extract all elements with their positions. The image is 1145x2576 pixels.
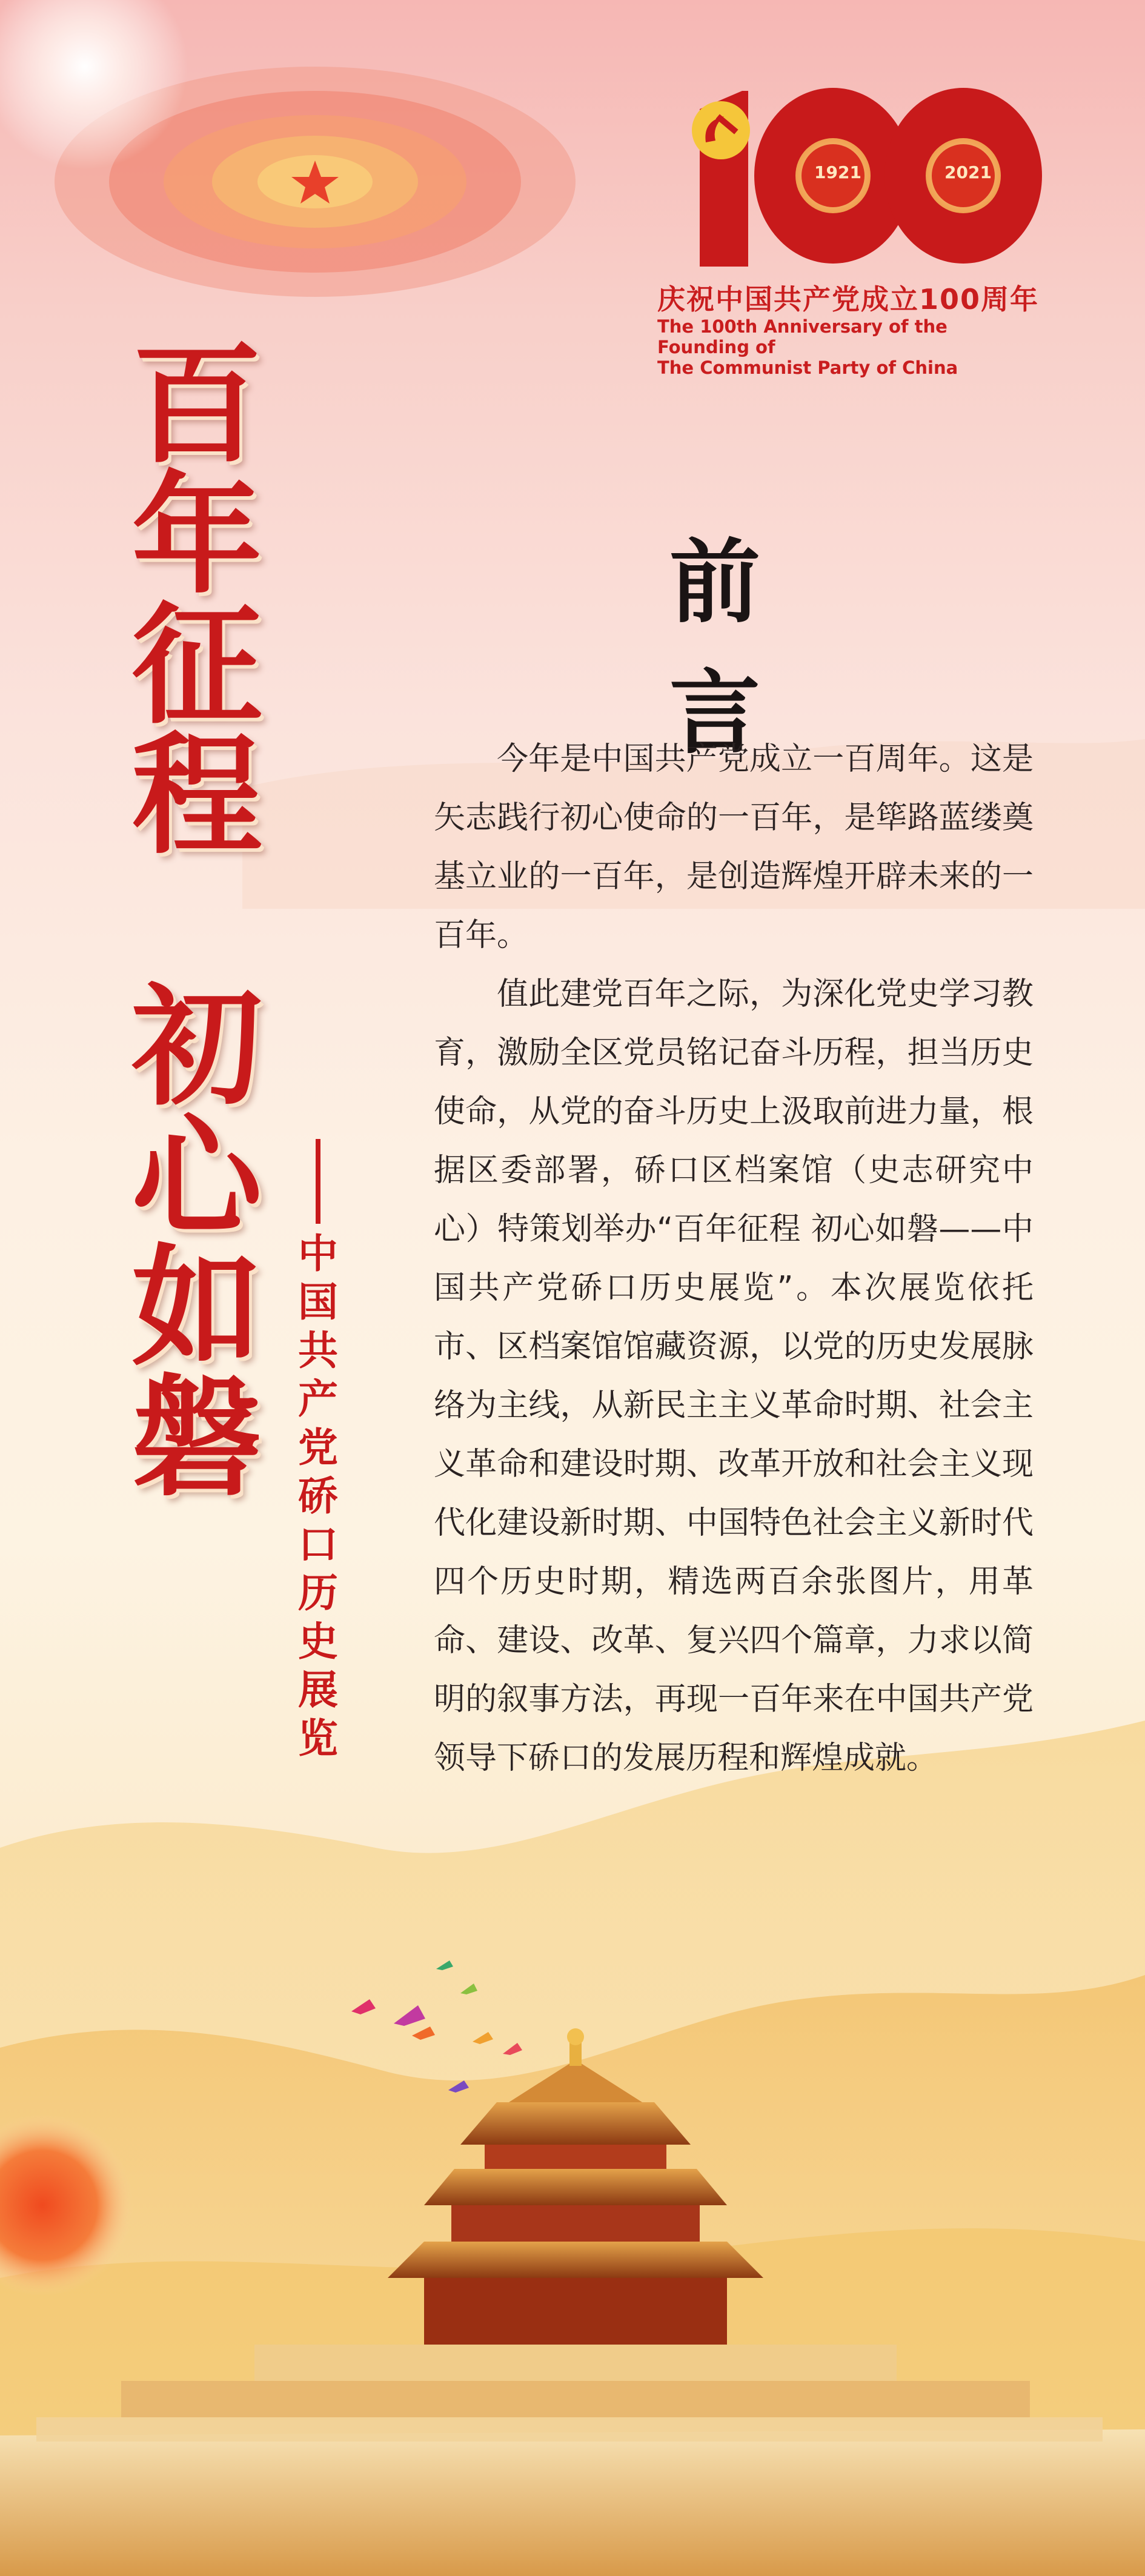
subtitle-char: 中 [298,1230,338,1277]
anniversary-year-start: 1921 [814,162,861,182]
main-title [106,328,288,1514]
preface-paragraph: 值此建党百年之际，为深化党史学习教育，激励全区党员铭记奋斗历程，担当历史使命，从党的奋斗历史上汲取前进力量，根据区委部署，硚口区档案馆（史志研究中心）特策划举办“百年征程 初心如磐——中国共产党硚口历史展览”。本次展览依托市、区档案馆馆藏资源，以党的历史发展脉络为主线，从新民主主义革命时期、社会主义革命和建设时期、改革开放和社会主义现代化建设新时期、中国特色社会主义新时代四个历史时期，精选两百余张图片，用革命、建设、改革、复兴四个篇章，力求以简明的叙事方法，再现一百年来在中国共产党领导下硚口的发展历程和辉煌成就。 [434,976,1034,1776]
subtitle [291,1139,345,1763]
title-char: 征 [131,588,262,742]
subtitle-char: 历 [298,1570,338,1616]
subtitle-char: 国 [298,1279,338,1326]
subtitle-char: 史 [298,1618,338,1665]
anniversary-title-en-line1: The 100th Anniversary of the Founding of [657,316,948,357]
subtitle-char: 硚 [298,1473,338,1519]
anniversary-title-en [657,316,1045,378]
title-char: 程 [131,719,262,872]
anniversary-logo [657,85,1045,285]
subtitle-char: 口 [298,1521,338,1568]
title-char: 百 [131,328,262,481]
preface-heading: 前 言 [669,529,797,766]
title-char: 磐 [131,1361,262,1514]
hammer-sickle-icon [692,101,750,159]
anniversary-title-en-line2: The Communist Party of China [657,357,958,378]
title-char: 年 [131,458,262,611]
subtitle-char: 览 [298,1715,338,1762]
anniversary-year-end: 2021 [944,162,992,182]
subtitle-dash [316,1139,320,1224]
subtitle-char: 产 [298,1376,338,1422]
anniversary-title-cn: 庆祝中国共产党成立100周年 [657,283,1040,316]
subtitle-char: 展 [298,1667,338,1713]
preface-paragraph: 今年是中国共产党成立一百周年。这是矢志践行初心使命的一百年，是筚路蓝缕奠基立业的一百年，是创造辉煌开辟未来的一百年。 [434,741,1034,954]
title-char: 心 [131,1100,262,1253]
preface-body [434,730,1034,1788]
title-char: 初 [131,970,262,1123]
title-char: 如 [131,1230,262,1384]
subtitle-char: 共 [298,1327,338,1374]
subtitle-char: 党 [298,1424,338,1471]
